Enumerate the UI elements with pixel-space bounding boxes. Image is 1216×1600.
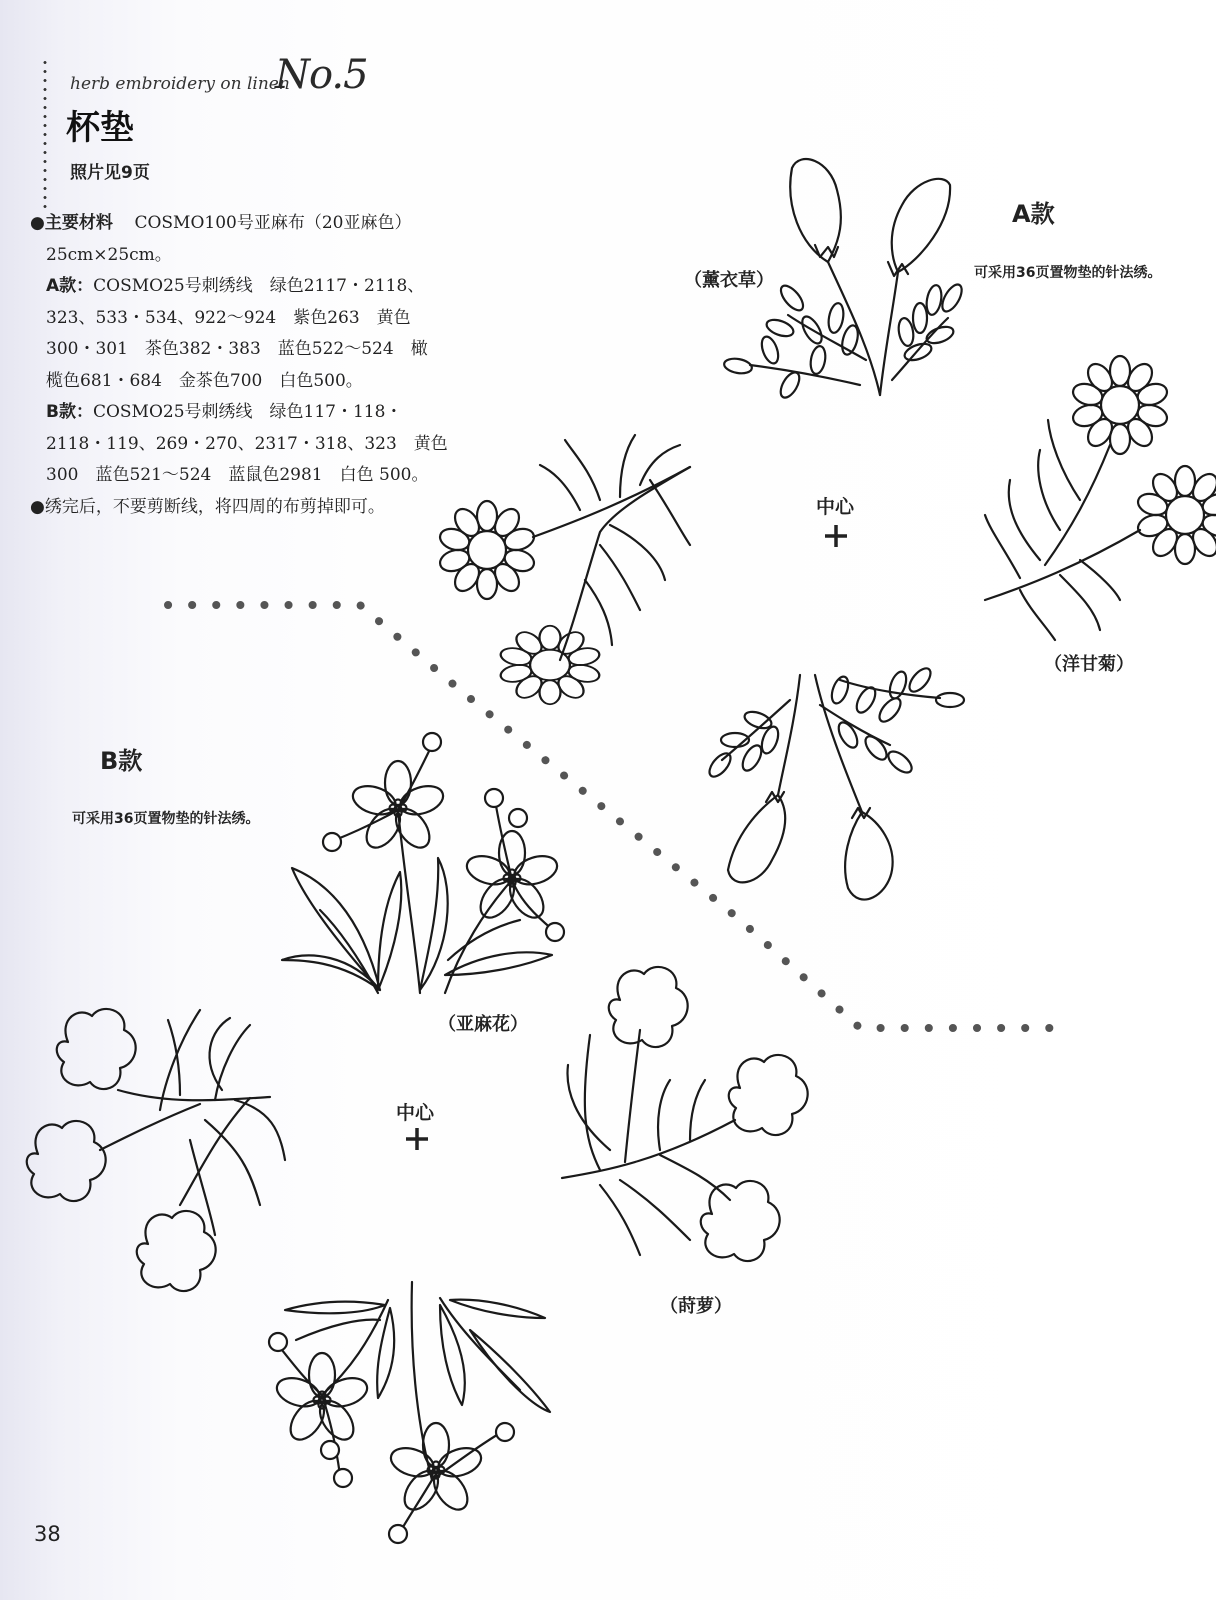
dill-motif-right [562,967,808,1261]
label-lavender: （薰衣草） [684,270,774,291]
pattern-number: No.5 [275,52,368,98]
design-b-center-label: 中心 [396,1102,435,1124]
a-line-1: 323、533・534、922～924 紫色263 黄色 [46,307,411,328]
flax-motif-bottom [269,1282,550,1543]
finishing-note: 绣完后，不要剪断线，将四周的布剪掉即可。 [44,496,385,517]
dill-motif-left [27,1009,285,1291]
chamomile-motif-left [437,435,690,704]
design-b-title: B款 [100,747,143,775]
photo-reference: 照片见9页 [70,163,150,183]
b-line-2: 300 蓝色521～524 蓝鼠色2981 白色 500。 [46,465,429,485]
b-line-1: 2118・119、269・270、2317・318、323 黄色 [46,433,448,454]
materials-size: 25cm×25cm。 [46,244,172,265]
b-label: B款： [46,402,93,422]
a-line-3: 榄色681・684 金茶色700 白色500。 [46,370,363,391]
lavender-motif-bottom [706,665,964,900]
a-line-2: 300・301 茶色382・383 蓝色522～524 橄 [46,339,428,359]
series-title: herb embroidery on linen [70,74,290,94]
page-title: 杯垫 [66,108,134,148]
chamomile-motif-right [985,356,1216,640]
label-dill: （莳萝） [660,1296,732,1317]
a-line-0: COSMO25号刺绣线 绿色2117・2118、 [93,276,425,296]
bullet-icon: ● [30,213,45,233]
design-b-hint: 可采用36页置物垫的针法绣。 [72,811,260,827]
design-a-hint: 可采用36页置物垫的针法绣。 [974,265,1162,281]
page-number: 38 [34,1522,61,1546]
a-label: A款： [46,276,94,296]
center-marks [406,525,847,1150]
design-a-center-label: 中心 [816,496,855,518]
flax-motif-top [282,733,564,993]
bullet-icon: ● [30,496,45,517]
materials-heading: 主要材料 [44,213,113,233]
b-line-0: COSMO25号刺绣线 绿色117・118・ [92,402,403,422]
label-flax: （亚麻花） [438,1014,528,1035]
design-a-title: A款 [1012,200,1055,228]
materials-fabric: COSMO100号亚麻布（20亚麻色） [134,213,412,233]
center-cross-b [406,1128,428,1150]
center-cross-a [825,525,847,547]
label-chamomile: （洋甘菊） [1044,654,1134,675]
